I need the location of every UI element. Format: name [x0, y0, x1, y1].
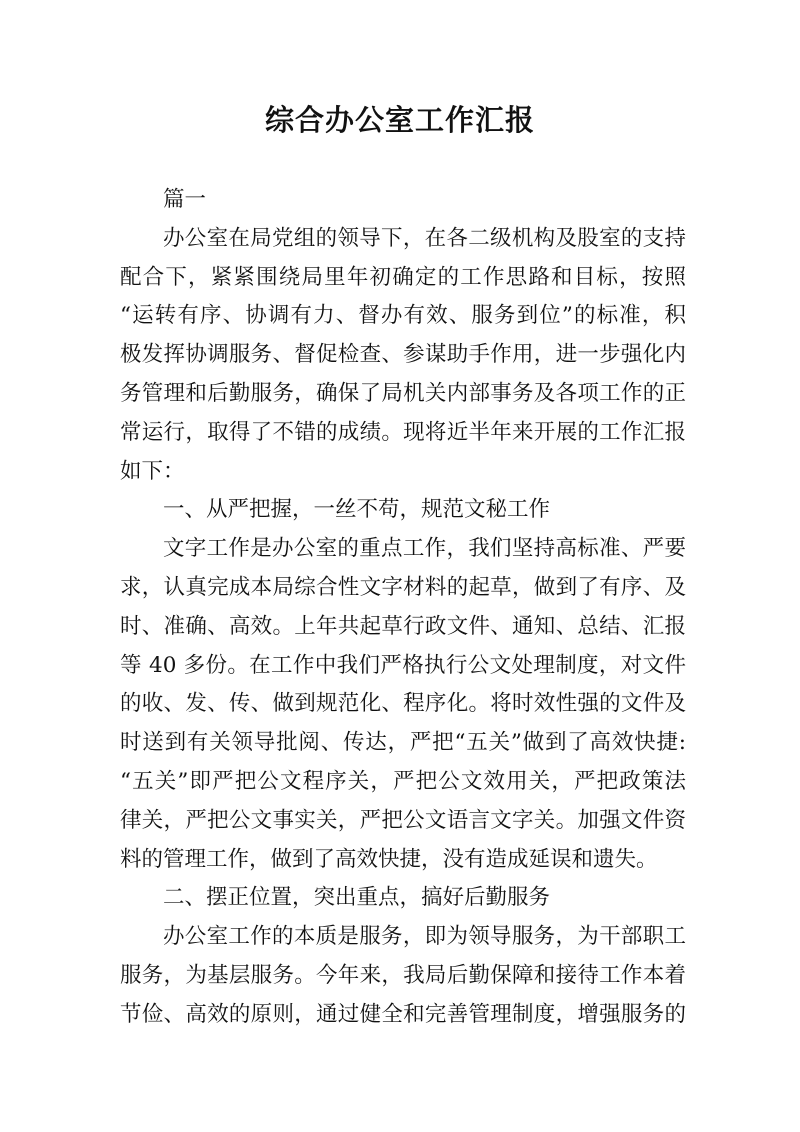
text-line: 二、摆正位置，突出重点，搞好后勤服务: [163, 885, 551, 911]
text-line: 办公室工作的本质是服务，即为领导服务，为干部职工: [163, 924, 686, 950]
text-line: 服务，为基层服务。今年来，我局后勤保障和接待工作本着: [120, 962, 686, 988]
text-line: 一、从严把握，一丝不苟，规范文秘工作: [163, 497, 551, 523]
text-line: “五关”即严把公文程序关，严把公文效用关，严把政策法: [120, 768, 686, 794]
text-line: 等 40 多份。在工作中我们严格执行公文处理制度，对文件: [120, 652, 686, 678]
text-line: 节俭、高效的原则，通过健全和完善管理制度，增强服务的: [120, 1001, 686, 1027]
text-line: 文字工作是办公室的重点工作，我们坚持高标准、严要: [163, 536, 686, 562]
text-line: 极发挥协调服务、督促检查、参谋助手作用，进一步强化内: [120, 342, 686, 368]
text-line: 常运行，取得了不错的成绩。现将近半年来开展的工作汇报: [120, 419, 686, 445]
text-line: 如下：: [120, 458, 185, 484]
text-line: 律关，严把公文事实关，严把公文语言文字关。加强文件资: [120, 807, 686, 833]
document-body: [120, 181, 686, 1035]
text-line: 时送到有关领导批阅、传达，严把“五关”做到了高效快捷:: [120, 730, 686, 756]
text-line: 的收、发、传、做到规范化、程序化。将时效性强的文件及: [120, 691, 686, 717]
text-line: 务管理和后勤服务，确保了局机关内部事务及各项工作的正: [120, 380, 686, 406]
text-line: “运转有序、协调有力、督办有效、服务到位”的标准，积: [120, 303, 686, 329]
document-title: 综合办公室工作汇报: [264, 103, 535, 137]
text-line: 求，认真完成本局综合性文字材料的起草，做到了有序、及: [120, 574, 686, 600]
text-line: 配合下，紧紧围绕局里年初确定的工作思路和目标，按照: [120, 264, 686, 290]
text-line: 篇一: [163, 187, 207, 212]
text-line: 办公室在局党组的领导下，在各二级机构及股室的支持: [163, 225, 686, 251]
text-line: 时、准确、高效。上年共起草行政文件、通知、总结、汇报: [120, 613, 686, 639]
text-line: 料的管理工作，做到了高效快捷，没有造成延误和遗失。: [120, 846, 658, 872]
